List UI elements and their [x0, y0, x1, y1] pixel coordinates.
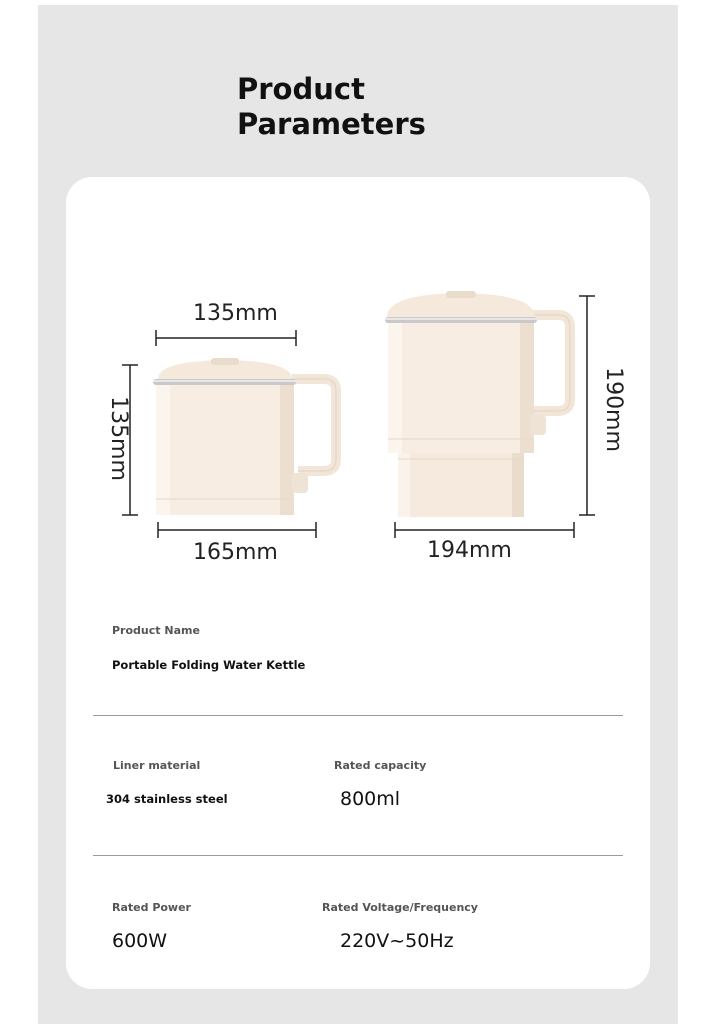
title-line-1: Product	[237, 72, 365, 106]
product-name-value: Portable Folding Water Kettle	[112, 658, 306, 672]
title-line-2: Parameters	[237, 107, 426, 141]
small-kettle-height: 135mm	[105, 396, 131, 481]
rated-power-value: 600W	[112, 930, 168, 952]
parameters-card	[66, 177, 650, 989]
rated-voltage-value: 220V~50Hz	[340, 930, 454, 952]
small-kettle-top-width: 135mm	[193, 301, 278, 326]
small-kettle-image	[153, 358, 336, 515]
rated-capacity-label: Rated capacity	[334, 759, 427, 772]
product-name-label: Product Name	[112, 624, 200, 637]
large-kettle-image	[385, 291, 570, 517]
small-kettle-base-width: 165mm	[193, 540, 278, 565]
large-kettle-height: 190mm	[600, 367, 626, 452]
kettle-dimension-illustration	[66, 177, 650, 577]
large-kettle-base-width: 194mm	[427, 538, 512, 563]
rated-capacity-value: 800ml	[340, 788, 401, 810]
rated-power-label: Rated Power	[112, 901, 191, 914]
page-title	[237, 72, 426, 142]
liner-material-value: 304 stainless steel	[106, 792, 228, 806]
divider-2	[93, 855, 623, 856]
rated-voltage-label: Rated Voltage/Frequency	[322, 901, 478, 914]
liner-material-label: Liner material	[113, 759, 201, 772]
divider-1	[93, 715, 623, 716]
